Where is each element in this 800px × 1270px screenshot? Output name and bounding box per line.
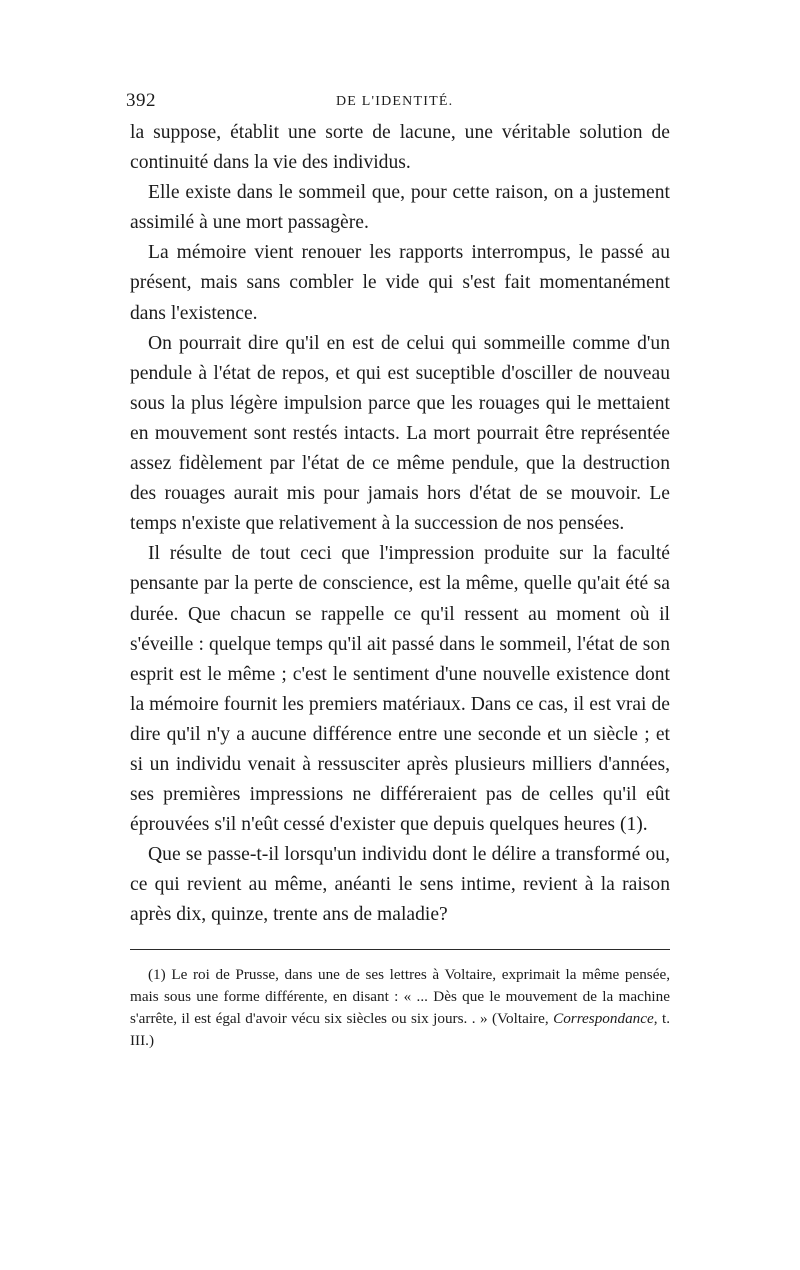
paragraph-sleep: Elle existe dans le sommeil que, pour cette raison, on a justement assimilé à une mort passagère. (130, 182, 670, 234)
footnote-work-title: Correspondance (553, 1010, 654, 1028)
footnote-reference: , t. III.) (130, 1010, 670, 1050)
footnote-text (130, 964, 670, 1053)
footnote-body: (1) Le roi de Prusse, dans une de ses lettres à Voltaire, exprimait la même pensée, mais sous une forme différente, en disant : « ... Dès que le mouvement de la machine s'arrête, il est égal d'avoir vécu six siècles ou six jours. . » (Voltaire, (130, 965, 670, 1028)
paragraph-memory: La mémoire vient renouer les rapports interrompus, le passé au présent, mais sans combler le vide qui s'est fait momentanément dans l'existence. (130, 242, 670, 324)
paragraph-pendulum: On pourrait dire qu'il en est de celui qui sommeille comme d'un pendule à l'état de repos, et qui est suceptible d'osciller de nouveau sous la plus légère impulsion parce que les rouages qui le mettaient en mouvement sont restés intacts. La mort pourrait être représentée assez fidèlement par l'état de ce même pendule, que la destruction des rouages aurait mis pour jamais hors d'état de se mouvoir. Le temps n'existe que relativement à la succession de nos pensées. (130, 332, 670, 535)
running-head (126, 90, 670, 118)
running-title: DE L'IDENTITÉ. (336, 94, 454, 109)
paragraph-continuation: la suppose, établit une sorte de lacune, une véritable solution de continuité dans la vie des individus. (130, 122, 670, 174)
body-text (130, 118, 670, 931)
paragraph-delirium: Que se passe-t-il lorsqu'un individu dont le délire a transformé ou, ce qui revient au même, anéanti le sens intime, revient à la raison après dix, quinze, trente ans de maladie? (130, 844, 670, 926)
book-page (126, 90, 670, 1053)
page-number: 392 (126, 90, 156, 111)
footnote (130, 964, 670, 1053)
paragraph-consciousness: Il résulte de tout ceci que l'impression produite sur la faculté pensante par la perte de conscience, est la même, quelle qu'ait été sa durée. Que chacun se rappelle ce qu'il ressent au moment où il s'éveille : quelque temps qu'il ait passé dans le sommeil, l'état de son esprit est le même ; c'est le sentiment d'une nouvelle existence dont la mémoire fournit les premiers matériaux. Dans ce cas, il est vrai de dire qu'il n'y a aucune différence entre une seconde et un siècle ; et si un individu venait à ressusciter après plusieurs milliers d'années, ses premières impressions ne différeraient pas de celles qu'il eût éprouvées s'il n'eût cessé d'exister que depuis quelques heures (1). (130, 543, 670, 836)
